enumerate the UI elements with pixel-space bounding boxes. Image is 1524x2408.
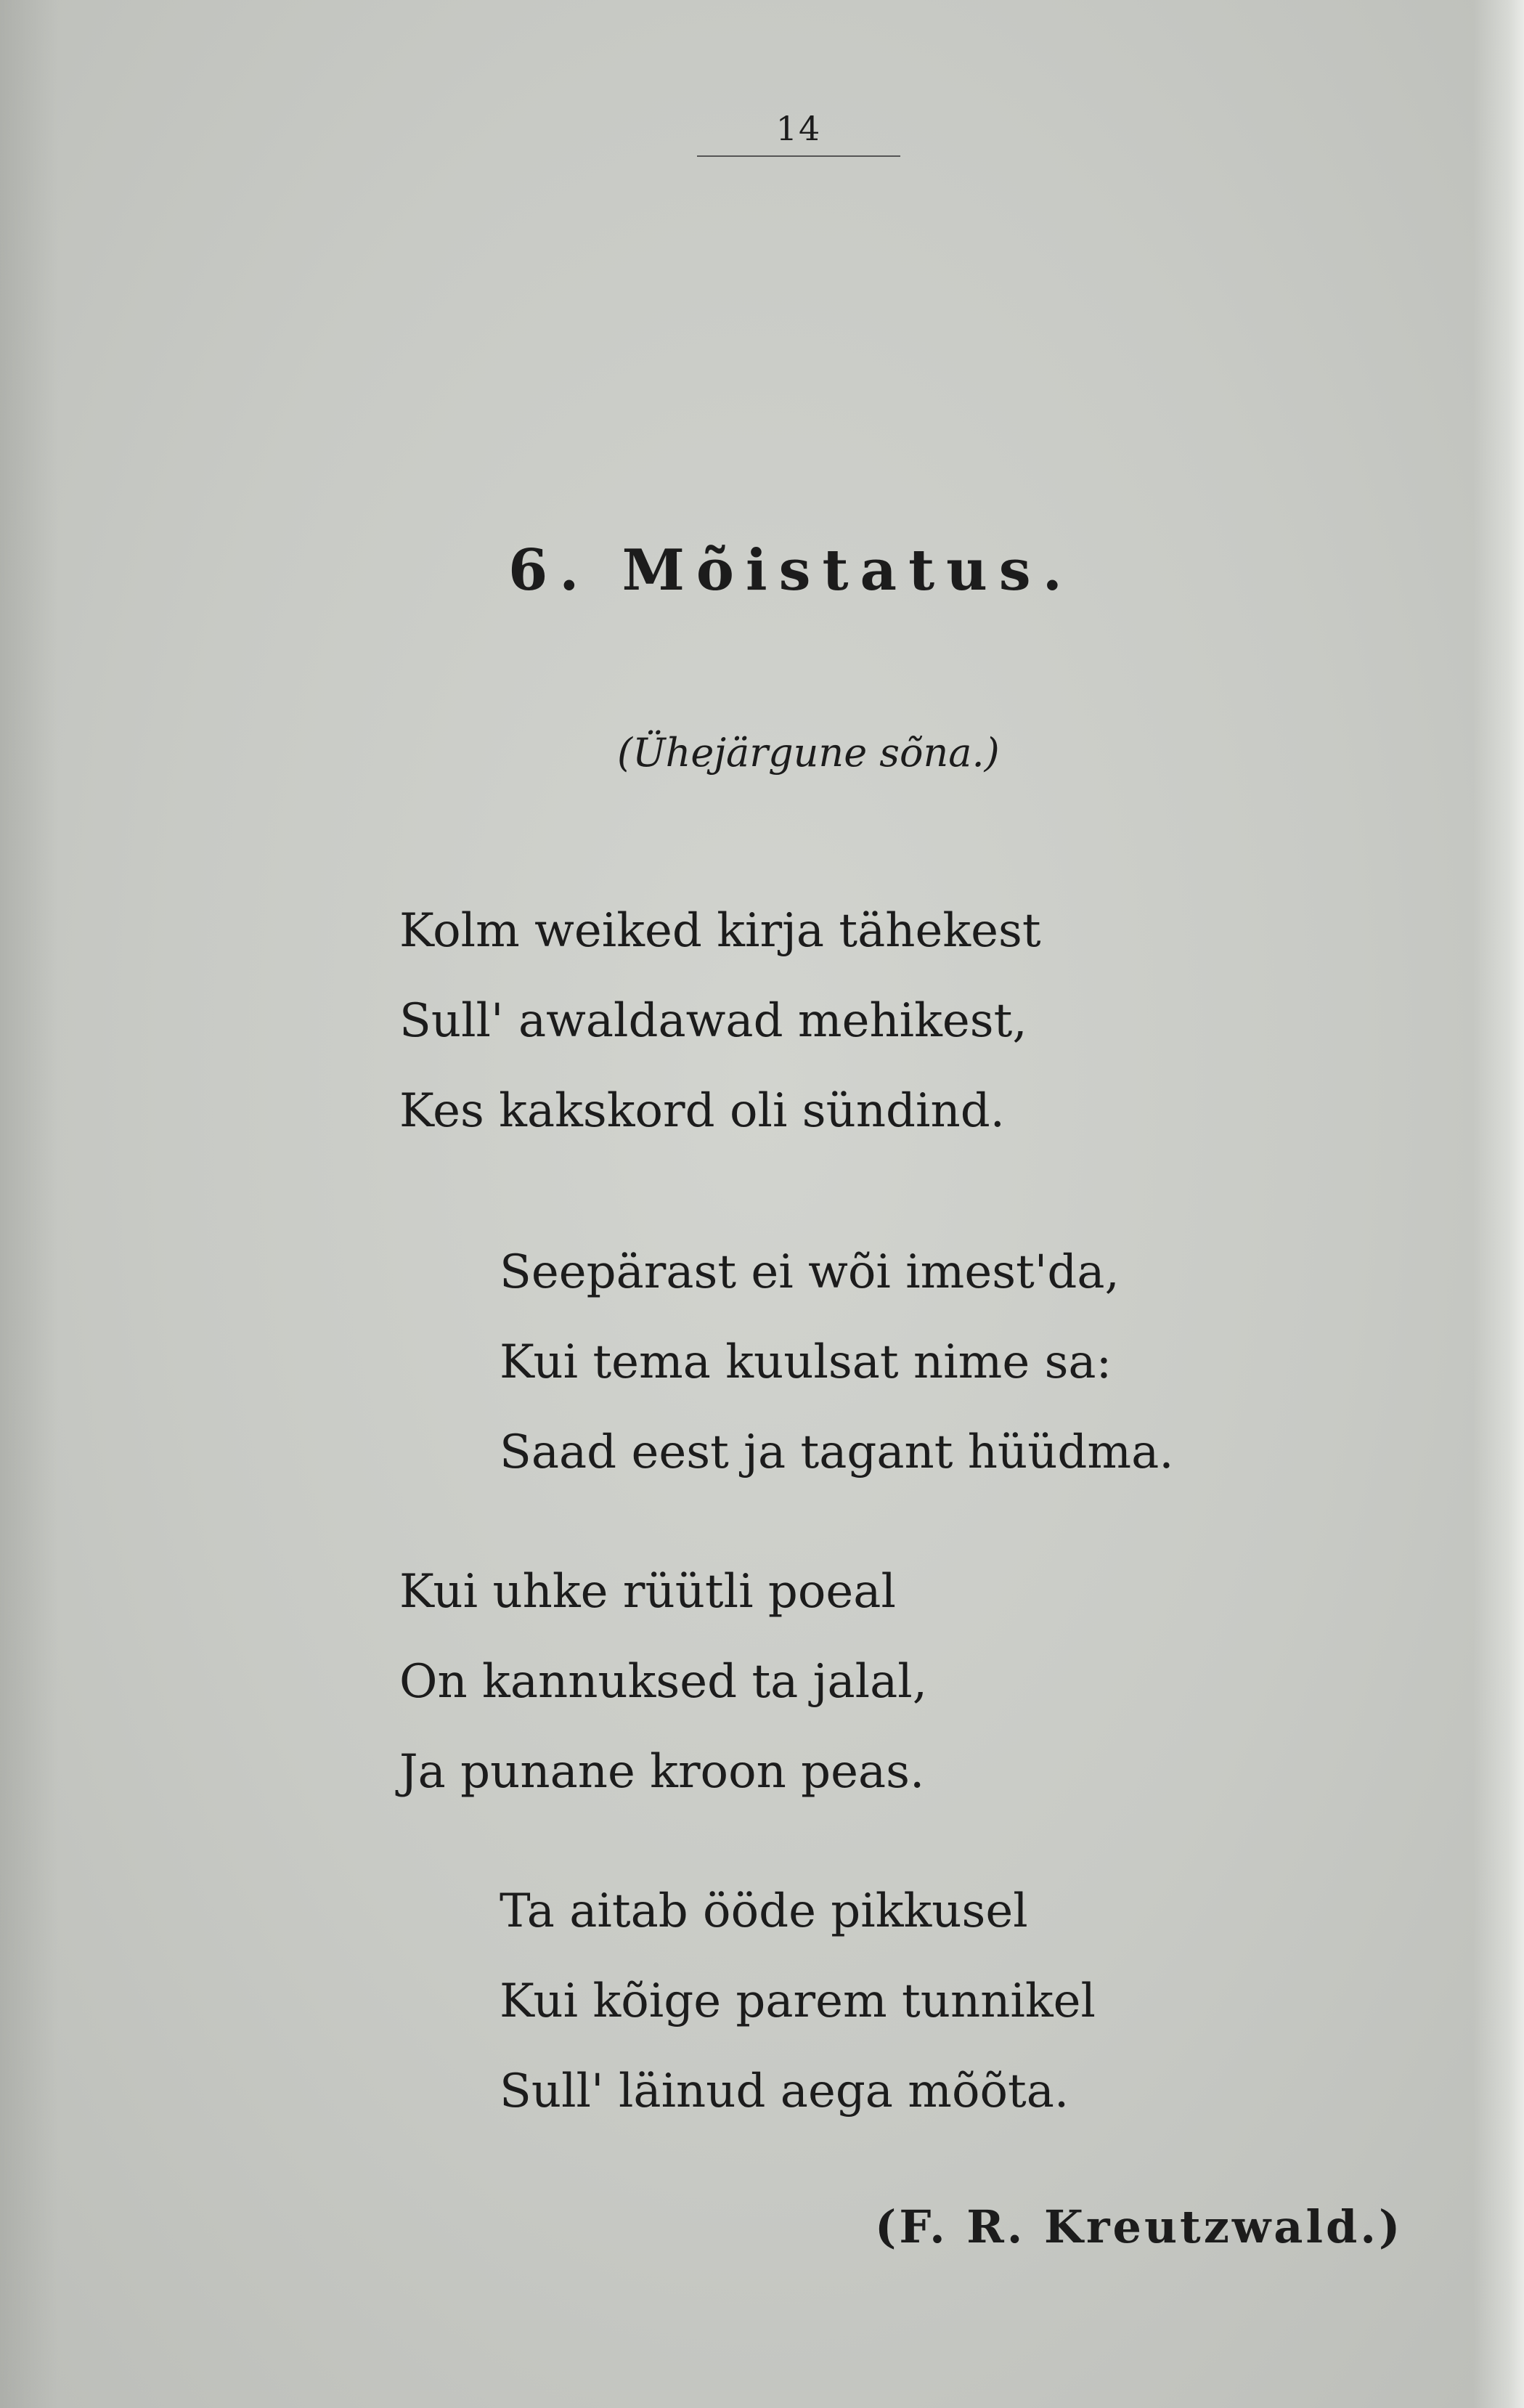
verse-line: On kannuksed ta jalal, — [399, 1655, 928, 1709]
verse-line: Ja punane kroon peas. — [399, 1745, 925, 1799]
page-number: 14 — [775, 109, 822, 148]
verse-line: Seepärast ei wõi imest'da, — [500, 1245, 1120, 1299]
verse-line: Kui uhke rüütli poeal — [399, 1565, 896, 1619]
binding-shadow — [0, 0, 58, 2408]
verse-line: Kui tema kuulsat nime sa: — [500, 1335, 1112, 1389]
verse-line: Sull' awaldawad mehikest, — [399, 994, 1027, 1048]
poem-subtitle: (Ühejärgune sõna.) — [617, 730, 1000, 776]
verse-line: Saad eest ja tagant hüüdma. — [500, 1425, 1174, 1479]
verse-line: Kui kõige parem tunnikel — [500, 1974, 1096, 2028]
poem-author: (F. R. Kreutzwald.) — [875, 2200, 1403, 2253]
verse-line: Sull' läinud aega mõõta. — [500, 2065, 1069, 2118]
stanza-3 — [399, 1547, 927, 1817]
verse-line: Kolm weiked kirja tähekest — [399, 904, 1041, 958]
poem-title: 6. Mõistatus. — [508, 537, 1074, 603]
page-edge-highlight — [1473, 0, 1524, 2408]
verse-line: Kes kakskord oli sündind. — [399, 1084, 1005, 1138]
stanza-1 — [399, 886, 1041, 1156]
page-number-rule — [697, 155, 900, 157]
verse-line: Ta aitab ööde pikkusel — [500, 1884, 1028, 1938]
stanza-2 — [500, 1227, 1174, 1497]
stanza-4 — [500, 1866, 1096, 2136]
